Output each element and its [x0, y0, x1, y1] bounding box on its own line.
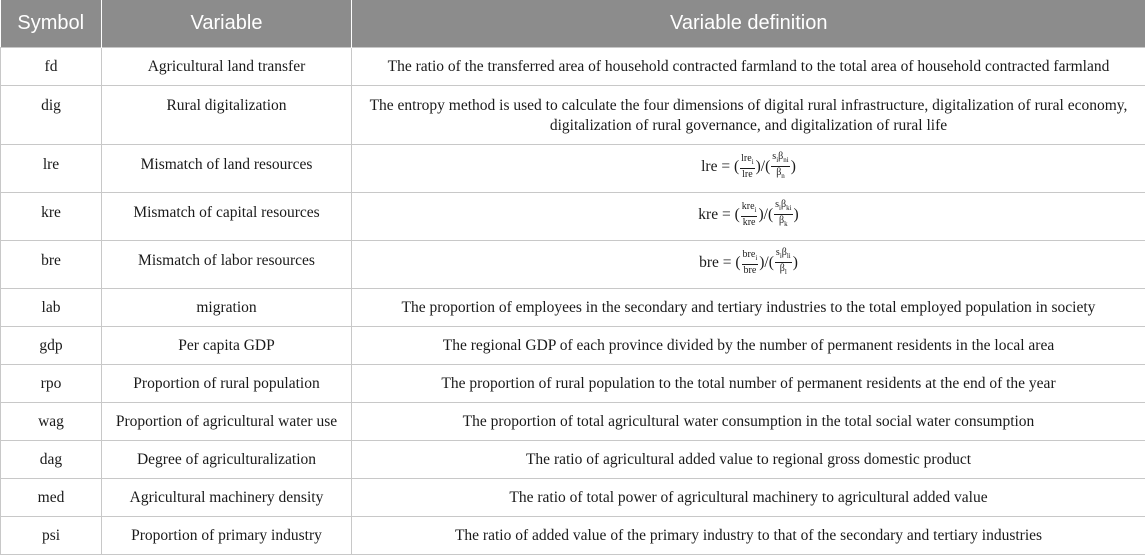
- table-row: [1, 86, 1145, 145]
- fraction-numerator: β: [778, 151, 784, 162]
- formula-cell: [352, 193, 1145, 241]
- subscript: li: [786, 252, 791, 260]
- definition-cell: The ratio of added value of the primary industry to that of the secondary and tertiary industries: [352, 517, 1145, 555]
- symbol-cell: lab: [1, 289, 102, 327]
- subscript: i: [755, 254, 758, 262]
- fraction-numerator: s: [775, 199, 780, 210]
- formula-lhs: kre =: [698, 205, 731, 223]
- definition-cell: The proportion of rural population to the total number of permanent residents at the end of the year: [352, 365, 1145, 403]
- subscript: n: [781, 172, 785, 180]
- symbol-cell: wag: [1, 403, 102, 441]
- fraction-numerator: kre: [741, 201, 755, 212]
- subscript: ki: [786, 204, 792, 212]
- formula: kre = ( $\frac{kre_i}{\text{kre}}$ )/( $\frac{s_i\beta_{ki}}{\beta_k}$ ): [698, 199, 799, 228]
- definition-cell: [352, 86, 1145, 145]
- variable-cell: Degree of agriculturalization: [102, 441, 352, 479]
- symbol-cell: psi: [1, 517, 102, 555]
- fraction-numerator: β: [781, 247, 787, 258]
- header-definition: Variable definition: [352, 0, 1145, 48]
- variable-cell: Per capita GDP: [102, 327, 352, 365]
- table-row: [1, 365, 1145, 403]
- variable-cell: Proportion of primary industry: [102, 517, 352, 555]
- subscript: k: [784, 220, 788, 228]
- header-symbol: Symbol: [1, 0, 102, 48]
- symbol-cell: dig: [1, 86, 102, 145]
- formula-cell: [352, 145, 1145, 193]
- formula-lhs: lre =: [701, 157, 731, 175]
- definition-cell: The regional GDP of each province divided by the number of permanent residents in the local area: [352, 327, 1145, 365]
- variable-cell: Agricultural land transfer: [102, 48, 352, 86]
- symbol-cell: rpo: [1, 365, 102, 403]
- definition-cell: The ratio of agricultural added value to regional gross domestic product: [352, 441, 1145, 479]
- table-row: [1, 403, 1145, 441]
- definition-cell: The ratio of the transferred area of household contracted farmland to the total area of household contracted farmland: [352, 48, 1145, 86]
- variable-cell: Proportion of agricultural water use: [102, 403, 352, 441]
- table-row: [1, 193, 1145, 241]
- symbol-cell: gdp: [1, 327, 102, 365]
- table-row: [1, 441, 1145, 479]
- definition-cell: The proportion of employees in the secondary and tertiary industries to the total employed population in society: [352, 289, 1145, 327]
- header-variable: Variable: [102, 0, 352, 48]
- fraction-denominator: β: [779, 263, 785, 274]
- fraction-numerator: s: [772, 151, 777, 162]
- subscript: i: [779, 252, 782, 260]
- fraction-denominator: lre: [742, 169, 753, 180]
- subscript: i: [779, 204, 781, 212]
- fraction: [742, 249, 759, 276]
- variable-cell: Agricultural machinery density: [102, 479, 352, 517]
- formula-cell: [352, 241, 1145, 289]
- table-row: [1, 48, 1145, 86]
- fraction: [741, 201, 758, 228]
- formula: lre = ( $\frac{lre_i}{\text{lre}}$ )/( $\frac{s_i\beta_{ni}}{\beta_n}$ ): [701, 151, 796, 180]
- variable-cell: Mismatch of land resources: [102, 145, 352, 193]
- variable-cell: Rural digitalization: [102, 86, 352, 145]
- subscript: i: [776, 156, 779, 164]
- symbol-cell: fd: [1, 48, 102, 86]
- table-row: [1, 241, 1145, 289]
- table-row: [1, 289, 1145, 327]
- subscript: i: [754, 206, 757, 214]
- fraction-numerator: bre: [742, 249, 756, 260]
- definition-cell: The proportion of total agricultural water consumption in the total social water consumption: [352, 403, 1145, 441]
- definition-cell: The ratio of total power of agricultural machinery to agricultural added value: [352, 479, 1145, 517]
- header-row: [1, 0, 1145, 48]
- table-row: [1, 517, 1145, 555]
- formula-lhs: bre =: [699, 253, 732, 271]
- subscript: ni: [783, 156, 789, 164]
- variable-cell: Mismatch of labor resources: [102, 241, 352, 289]
- definition-line: digitalization of rural governance, and digitalization of rural life: [549, 117, 948, 134]
- subscript: i: [751, 158, 754, 166]
- formula: bre = ( $\frac{bre_i}{\text{bre}}$ )/( $\frac{s_i\beta_{li}}{\beta_l}$ ): [699, 247, 798, 276]
- symbol-cell: dag: [1, 441, 102, 479]
- subscript: l: [784, 268, 787, 276]
- table-row: [1, 479, 1145, 517]
- table-row: [1, 145, 1145, 193]
- fraction-denominator: β: [776, 167, 782, 178]
- fraction-denominator: kre: [742, 217, 756, 228]
- symbol-cell: bre: [1, 241, 102, 289]
- fraction: [771, 151, 789, 182]
- fraction: [740, 153, 755, 180]
- fraction-numerator: β: [780, 199, 787, 210]
- definition-line: The entropy method is used to calculate the four dimensions of digital rural infrastructure, digitalization of rural economy,: [369, 97, 1128, 114]
- symbol-cell: kre: [1, 193, 102, 241]
- fraction-numerator: s: [775, 247, 780, 258]
- fraction-numerator: lre: [741, 153, 752, 164]
- variable-cell: migration: [102, 289, 352, 327]
- variable-cell: Proportion of rural population: [102, 365, 352, 403]
- fraction: [775, 247, 792, 278]
- symbol-cell: med: [1, 479, 102, 517]
- fraction-denominator: β: [779, 215, 785, 226]
- fraction-denominator: bre: [743, 265, 757, 276]
- table-row: [1, 327, 1145, 365]
- symbol-cell: lre: [1, 145, 102, 193]
- variable-cell: Mismatch of capital resources: [102, 193, 352, 241]
- fraction: [774, 199, 792, 230]
